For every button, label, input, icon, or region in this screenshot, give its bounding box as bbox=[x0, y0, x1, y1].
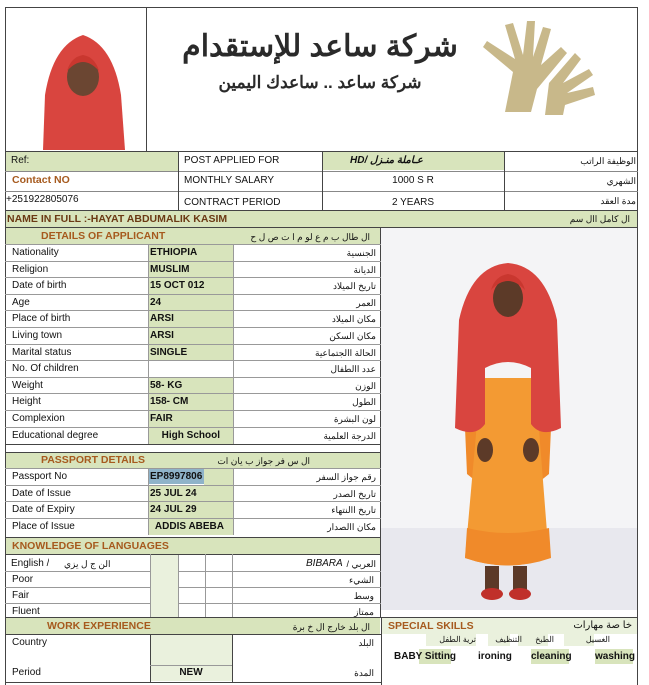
details-title-arabic: ال طال ب م ع لو م ا ت ص ل ح bbox=[250, 232, 370, 242]
detail-arabic: مكان السكن bbox=[329, 331, 376, 341]
detail-label: Nationality bbox=[12, 247, 59, 258]
period-arabic: المدة bbox=[354, 668, 374, 678]
detail-value: High School bbox=[161, 430, 220, 441]
skill-item: cleaning bbox=[531, 651, 572, 662]
arabic-language-label: العربي / bbox=[346, 559, 376, 569]
skill-arabic-label: الطبخ bbox=[535, 635, 554, 644]
skill-item: washing bbox=[595, 651, 636, 662]
detail-value: FAIR bbox=[150, 413, 173, 424]
detail-value: ARSI bbox=[150, 330, 174, 341]
skill-arabic-label: الغسيل bbox=[585, 635, 610, 644]
detail-label: Age bbox=[12, 297, 30, 308]
passport-value: 24 JUL 29 bbox=[150, 504, 197, 515]
detail-arabic: الجنسية bbox=[346, 248, 376, 258]
post-arabic: الوظيفة الراتب bbox=[580, 156, 636, 166]
period-label: Period bbox=[12, 667, 41, 678]
passport-label: Passport No bbox=[12, 471, 68, 482]
company-name-arabic: شركة ساعد للإستقدام bbox=[182, 30, 458, 63]
language-level-arabic: وسط bbox=[353, 591, 374, 601]
header bbox=[5, 7, 638, 151]
full-name: NAME IN FULL :-HAYAT ABDUMALIK KASIM bbox=[7, 213, 228, 225]
skill-arabic-label: ترية الطفل bbox=[439, 635, 476, 644]
passport-label: Place of Issue bbox=[12, 521, 75, 532]
detail-label: Marital status bbox=[12, 347, 72, 358]
detail-arabic: الدرجة العلمية bbox=[323, 431, 376, 441]
language-level-label: Fluent bbox=[12, 606, 40, 617]
passport-label: Date of Expiry bbox=[12, 504, 75, 515]
detail-label: No. Of children bbox=[12, 363, 79, 374]
full-body-photo bbox=[381, 228, 637, 610]
detail-label: Height bbox=[12, 396, 41, 407]
work-title: WORK EXPERIENCE bbox=[47, 620, 151, 632]
passport-title-arabic: ال س فر جواز ب يان ات bbox=[217, 456, 310, 466]
detail-value: SINGLE bbox=[150, 347, 188, 358]
languages-title: KNOWLEDGE OF LANGUAGES bbox=[12, 540, 169, 552]
company-tagline-arabic: شركة ساعد .. ساعدك اليمين bbox=[218, 73, 422, 92]
language-level-label: Fair bbox=[12, 590, 30, 601]
details-title: DETAILS OF APPLICANT bbox=[41, 230, 166, 242]
passport-arabic: رقم جواز السفر bbox=[316, 472, 376, 482]
passport-arabic: مكان االصدار bbox=[327, 522, 376, 532]
logo-hands-icon bbox=[475, 17, 597, 117]
detail-value: 24 bbox=[150, 297, 162, 308]
contact-label: Contact NO bbox=[12, 174, 70, 186]
passport-arabic: تاريخ الصدر bbox=[333, 489, 376, 499]
detail-value: 158- CM bbox=[150, 396, 189, 407]
detail-value: ARSI bbox=[150, 313, 174, 324]
detail-value: 58- KG bbox=[150, 380, 183, 391]
passport-value: EP8997806 bbox=[150, 471, 203, 482]
work-title-arabic: ال بلد خارج ال خ برة bbox=[292, 622, 370, 632]
arabic-language-value: BIBARA bbox=[306, 558, 343, 569]
detail-arabic: عدد االطفال bbox=[330, 364, 376, 374]
detail-label: Religion bbox=[12, 264, 49, 275]
detail-label: Date of birth bbox=[12, 280, 67, 291]
headshot-photo bbox=[33, 25, 133, 150]
passport-value: 25 JUL 24 bbox=[150, 488, 197, 499]
period-value: NEW bbox=[179, 667, 203, 678]
full-name-arabic: ال كامل اال سم bbox=[569, 214, 630, 224]
detail-arabic: تاريخ الميلاد bbox=[333, 281, 376, 291]
detail-arabic: مكان الميلاد bbox=[331, 314, 376, 324]
post-label: POST APPLIED FOR bbox=[184, 155, 280, 166]
contact-value: +251922805076 bbox=[6, 194, 79, 205]
contract-label: CONTRACT PERIOD bbox=[184, 197, 281, 208]
detail-value: 15 OCT 012 bbox=[150, 280, 205, 291]
contract-value: 2 YEARS bbox=[391, 197, 435, 208]
salary-arabic: الشهري bbox=[606, 176, 636, 186]
detail-arabic: الديانة bbox=[353, 265, 376, 275]
passport-arabic: تاريخ االنتهاء bbox=[331, 505, 376, 515]
language-level-label: Poor bbox=[12, 574, 34, 585]
post-value: HD/ عـاملة منـزل bbox=[350, 155, 423, 166]
passport-title: PASSPORT DETAILS bbox=[41, 454, 146, 466]
detail-arabic: الحالة االجتماعية bbox=[315, 348, 376, 358]
detail-label: Complexion bbox=[12, 413, 65, 424]
detail-arabic: الطول bbox=[352, 397, 376, 407]
detail-arabic: لون البشرة bbox=[333, 414, 376, 424]
passport-value: ADDIS ABEBA bbox=[154, 521, 224, 532]
country-label: Country bbox=[12, 637, 48, 648]
detail-arabic: الوزن bbox=[355, 381, 376, 391]
language-level-arabic: الشيء bbox=[348, 575, 374, 585]
contract-arabic: مدة العقد bbox=[600, 196, 636, 206]
skills-title-arabic: خا صة مهارات bbox=[573, 620, 632, 631]
detail-label: Living town bbox=[12, 330, 63, 341]
skills-title: SPECIAL SKILLS bbox=[388, 620, 474, 632]
detail-label: Educational degree bbox=[12, 430, 99, 441]
language-level-arabic: ممتاز bbox=[354, 607, 374, 617]
detail-label: Weight bbox=[12, 380, 43, 391]
detail-label: Place of birth bbox=[12, 313, 71, 324]
ref-label: Ref: bbox=[11, 155, 30, 166]
detail-value: MUSLIM bbox=[150, 264, 190, 275]
detail-arabic: العمر bbox=[356, 298, 376, 308]
skill-item: ironing bbox=[478, 651, 512, 662]
salary-label: MONTHLY SALARY bbox=[184, 175, 275, 186]
skill-arabic-label: التنظيف bbox=[495, 635, 522, 644]
english-label: English / bbox=[11, 558, 50, 569]
salary-value: 1000 S R bbox=[392, 175, 434, 186]
passport-label: Date of Issue bbox=[12, 488, 71, 499]
skill-item: BABY Sitting bbox=[394, 651, 457, 662]
detail-value: ETHIOPIA bbox=[150, 247, 198, 258]
english-arabic: الن ج ل يزي bbox=[64, 559, 111, 569]
country-arabic: البلد bbox=[358, 638, 374, 648]
